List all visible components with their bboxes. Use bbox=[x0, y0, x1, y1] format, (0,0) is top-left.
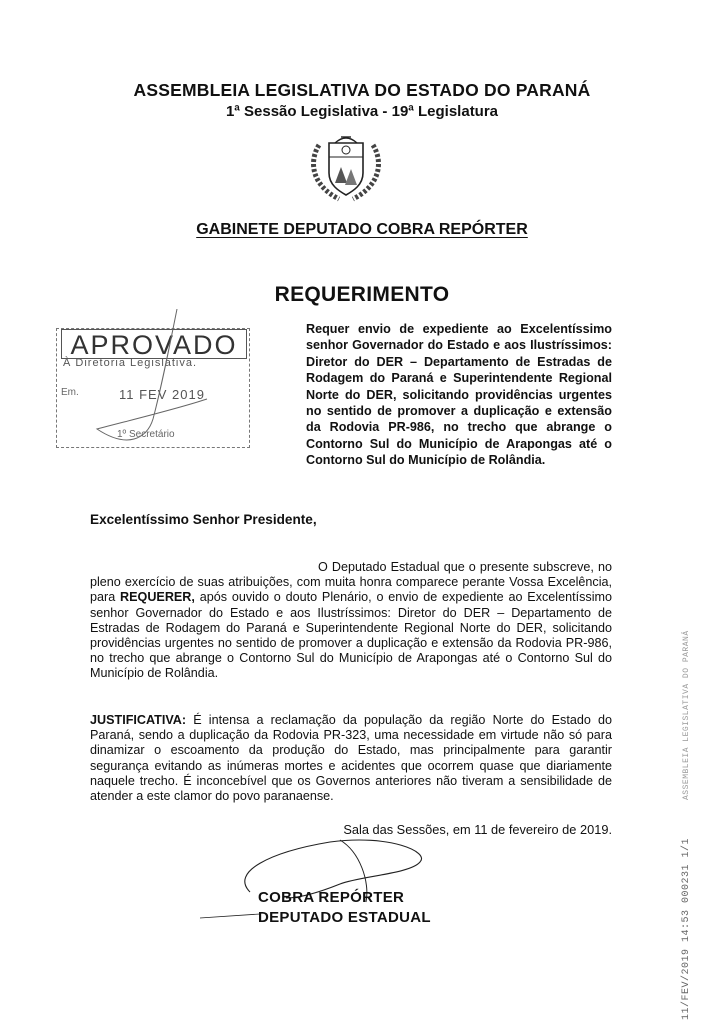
p1-request-keyword: REQUERER, bbox=[120, 590, 195, 605]
salutation: Excelentíssimo Senhor Presidente, bbox=[90, 512, 317, 527]
stamp-date: 11 FEV 2019 bbox=[119, 387, 205, 402]
body-paragraph-justification bbox=[90, 713, 612, 804]
justification-text: É intensa a reclamação da população da região Norte do Estado do Paraná, sendo a duplicação da Rodovia PR-323, uma necessidade em virtude não só para dinamizar o escoamento da produção do Estado, mas principalmente para garantir segurança evitando as inúmeras mortes e acidentes que ocorrem quase que diariamente naquele trecho. É inconcebível que os Governos anteriores não tiveram a sensibilidade de atender a este clamor do povo paranaense. bbox=[90, 713, 612, 804]
stamp-signature-icon bbox=[57, 309, 249, 459]
stamp-em: Em. bbox=[61, 387, 79, 398]
justification-label: JUSTIFICATIVA: bbox=[90, 713, 187, 727]
office-title: GABINETE DEPUTADO COBRA REPÓRTER bbox=[196, 221, 528, 238]
stamp-role: 1º Secretário bbox=[117, 429, 175, 440]
assembly-title: ASSEMBLEIA LEGISLATIVA DO ESTADO DO PARANÁ bbox=[133, 80, 591, 100]
session-subtitle: 1ª Sessão Legislativa - 19ª Legislatura bbox=[225, 103, 499, 120]
stamp-dept: À Diretoria Legislativa. bbox=[63, 357, 198, 369]
document-title: REQUERIMENTO bbox=[274, 283, 450, 306]
request-summary: Requer envio de expediente ao Excelentíssimo senhor Governador do Estado e aos Ilustríssimos: Diretor do DER – Departamento de Estradas de Rodagem do Paraná e Superintendente Regional Norte do DER, solicitando providências urgentes no sentido de promover a duplicação e extensão da Rodovia PR-986, no trecho que abrange o Contorno Sul do Município de Arapongas até o Contorno Sul do Município de Rolândia. bbox=[306, 322, 612, 468]
protocol-stamp bbox=[666, 580, 696, 1020]
approval-stamp bbox=[56, 328, 250, 448]
p1-text-b: após ouvido o douto Plenário, o envio de expediente ao Excelentíssimo senhor Governador do Estado e aos Ilustríssimos: Diretor do DER – Departamento de Estradas de Rodagem do Paraná e Superintendente Regional Norte do DER, solicitando providências urgentes no sentido de promover a duplicação e extensão da Rodovia PR-986, no trecho que abrange o Contorno Sul do Município de Arapongas até o Contorno Sul do Município de Rolândia. bbox=[90, 590, 612, 681]
place-date: Sala das Sessões, em 11 de fevereiro de 2019. bbox=[343, 822, 612, 837]
parana-coat-of-arms-icon bbox=[305, 133, 387, 203]
signer-name: COBRA REPÓRTER bbox=[258, 889, 405, 906]
protocol-date: 11/FEV/2019 14:53 000231 1/1 bbox=[681, 837, 692, 1020]
stamp-approved: APROVADO bbox=[61, 329, 247, 359]
signer-role: DEPUTADO ESTADUAL bbox=[258, 909, 431, 926]
protocol-org: ASSEMBLEIA LEGISLATIVA DO PARANÁ bbox=[682, 630, 691, 800]
body-paragraph-request bbox=[90, 560, 612, 682]
p1-text-a: O Deputado Estadual que o presente subscreve, no pleno exercício de suas atribuições, com muita honra comparece perante Vossa Excelência, para bbox=[90, 560, 612, 605]
